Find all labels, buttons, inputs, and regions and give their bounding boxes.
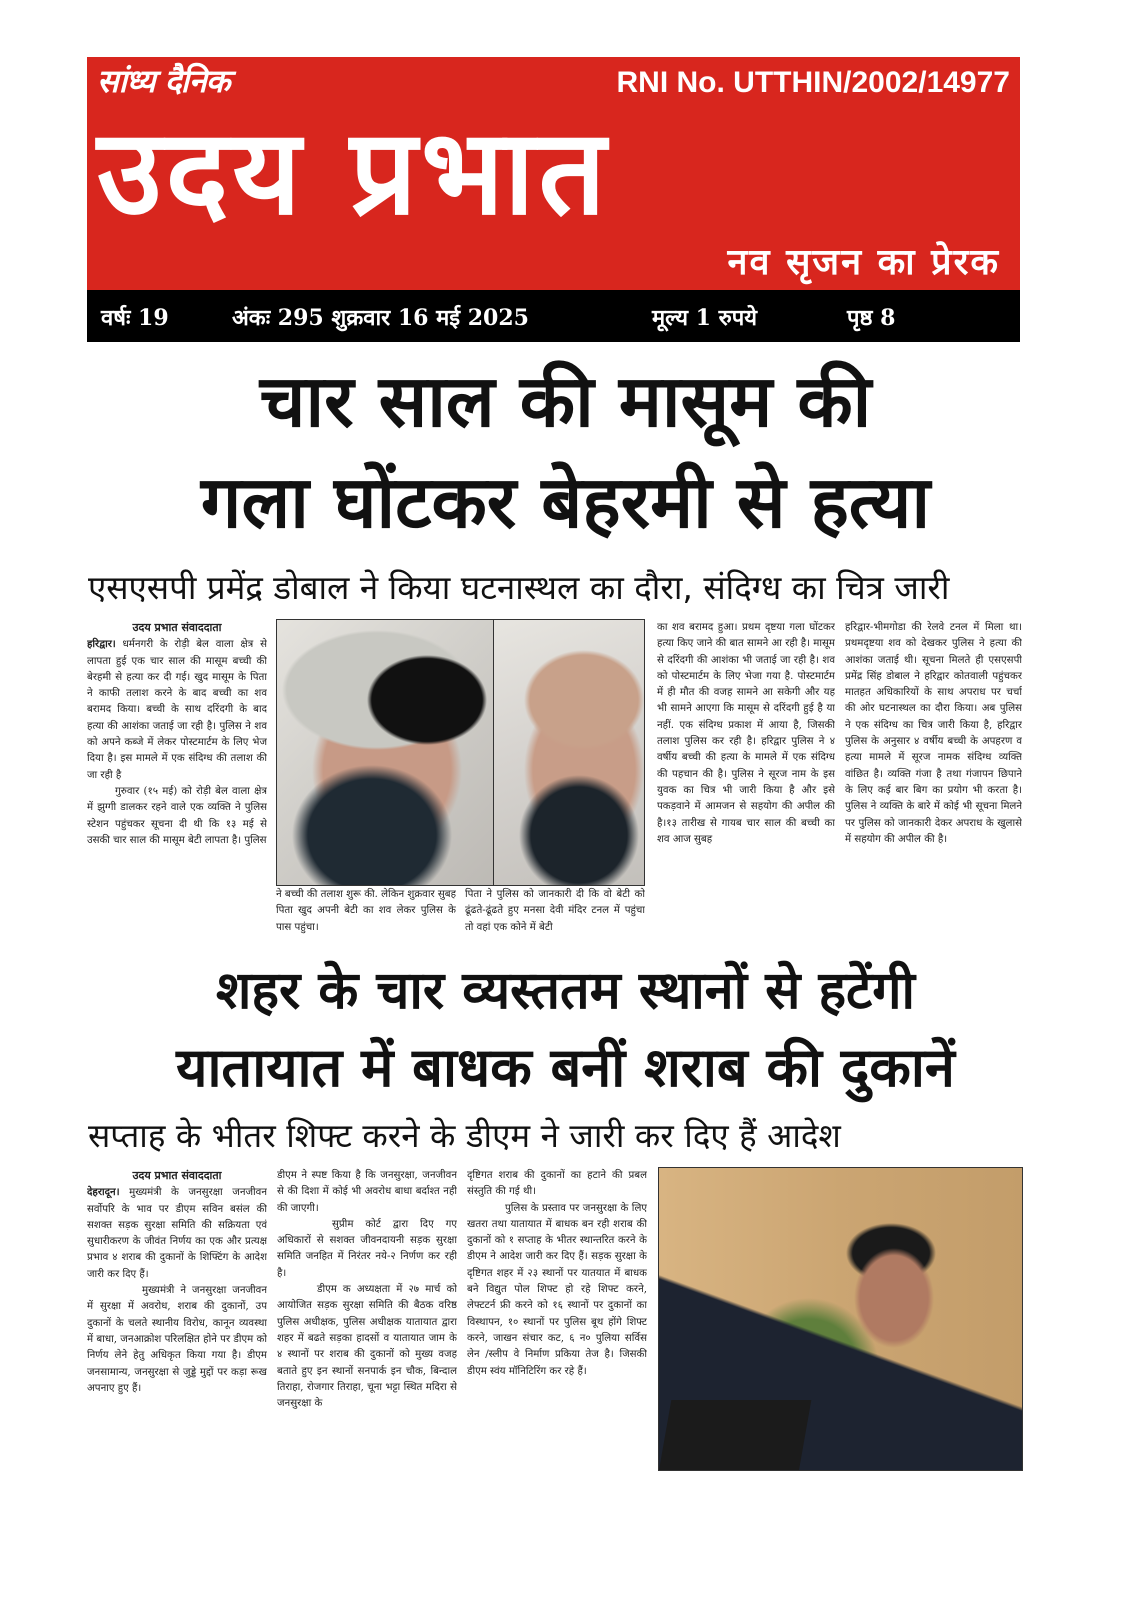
- issue-number-date: अंकः 295 शुक्रवार 16 मई 2025: [232, 305, 529, 331]
- newspaper-title: उदय प्रभात: [97, 103, 610, 241]
- story2-headline-line2: यातायात में बाधक बनीं शराब की दुकानें: [176, 1036, 955, 1099]
- story2-col3-para2: पुलिस के प्रस्ताव पर जनसुरक्षा के लिए खतरा तथा यातायात में बाधक बन रही शराब की दुकानों को १ सप्ताह के भीतर स्थान्तरित करने के डीएम ने आदेश जारी कर दिए हैं। सड़क सुरक्षा के दृष्टिगत शहर में २३ स्थानों पर यातयात में बाधक बने विद्युत पोल शिफ्ट हो रहे शिफ्ट करने, लेफ्टटर्न फ्री करने को १६ स्थानों पर दुकानों का विस्थापन, १० स्थानों पर पुलिस बूथ होंगे शिफ्ट करने, जाखन संचार कट, ६ न० पुलिया सर्विस लेन /स्लीप वे निर्माण प्रकिया तेज है। जिसकी डीएम स्वंय मॉनिटिरिंग कर रहे हैं।: [467, 1202, 647, 1377]
- story2-column-3: [467, 1168, 647, 1473]
- masthead-tagline: नव सृजन का प्रेरक: [727, 242, 1000, 283]
- story1-column-4: [657, 620, 835, 940]
- dm-meeting-photo: [658, 1167, 1023, 1471]
- suspect-photo-with-cap: [276, 619, 494, 886]
- story2-headline-line1: शहर के चार व्यस्ततम स्थानों से हटेंगी: [215, 961, 916, 1021]
- story2-col2-para1: डीएम ने स्पष्ट किया है कि जनसुरक्षा, जनजीवन से की दिशा में कोई भी अवरोध बाधा बर्दाश्त नही की जाएगी।: [277, 1170, 457, 1214]
- story1-headline-line2: गला घोंटकर बेहरमी से हत्या: [200, 460, 931, 544]
- story2-col2-para2: सुप्रीम कोर्ट द्वारा दिए गए अधिकारों से सशक्त जीवनदायनी सड़क सुरक्षा समिति जनहित में निरंतर नये-२ निर्णण कर रही है।: [277, 1218, 457, 1279]
- story1-col2-text: ने बच्ची की तलाश शुरू की. लेकिन शुक्रवार सुबह पिता खुद अपनी बेटी का शव लेकर पुलिस के पास पहुंचा।: [276, 889, 456, 933]
- story1-column-5: [845, 620, 1022, 940]
- story1-col1-para2: गुरुवार (१५ मई) को रोड़ी बेल वाला क्षेत्र में झुग्गी डालकर रहने वाले एक व्यक्ति ने पुलिस स्टेशन पहुंचकर सूचना दी थी कि १३ मई से उसकी चार साल की मासूम बेटी लापता है। पुलिस: [87, 785, 267, 846]
- story1-col4-text: का शव बरामद हुआ। प्रथम दृष्टया गला घोंटकर हत्या किए जाने की बात सामने आ रही है। मासूम से दरिंदगी की आशंका भी जताई जा रही है। शव को पोस्टमार्टम के लिए भेजा गया है. पोस्टमार्टम में ही मौत की वजह सामने आ सकेगी और यह भी सामने आएगा कि मासूम से दरिंदगी हुई है या नहीं. एक संदिग्ध प्रकाश में आया है, जिसकी तलाश पुलिस कर रही है। हरिद्वार पुलिस ने ४ वर्षीय बच्ची की हत्या के मामले में एक संदिग्ध की पहचान की है। पुलिस ने सूरज नाम के इस युवक का चित्र भी जारी किया है और इसे पकड़वाने में आमजन से सहयोग की अपील की है।१३ तारीख से गायब चार साल की बच्ची का शव आज सुबह: [657, 622, 835, 845]
- story1-col1-para1: धर्मनगरी के रोड़ी बेल वाला क्षेत्र से लापता हुई एक चार साल की मासूम बच्ची की बेरहमी से हत्या कर दी गई। खुद मासूम के पिता ने काफी तलाश करने के बाद बच्ची का शव बरामद किया। बच्ची के साथ दरिंदगी के बाद हत्या की आशंका जताई जा रही है। पुलिस ने शव को अपने कब्जे में लेकर पोस्टमार्टम के लिए भेज दिया है। इस मामले में एक संदिग्ध की तलाश की जा रही है: [87, 639, 267, 781]
- story2-subheadline: सप्ताह के भीतर शिफ्ट करने के डीएम ने जारी कर दिए हैं आदेश: [88, 1116, 841, 1155]
- issue-price: मूल्य 1 रुपये: [652, 305, 758, 331]
- story1-headline-line1: चार साल की मासूम की: [259, 359, 872, 443]
- story1-col3-text: पिता ने पुलिस को जानकारी दी कि वो बेटी को ढूंढते-ढूंढते हुए मनसा देवी मंदिर टनल में पहुंचा तो वहां एक कोने में बेटी: [465, 889, 645, 933]
- story2-byline: उदय प्रभात संवाददाता: [132, 1169, 222, 1182]
- story2-dateline: देहरादून।: [87, 1186, 120, 1199]
- masthead-subtitle: सांध्य दैनिक: [97, 62, 230, 100]
- issue-year: वर्षः 19: [101, 305, 169, 331]
- rni-number: RNI No. UTTHIN/2002/14977: [616, 66, 1010, 99]
- story1-dateline: हरिद्वार।: [87, 638, 116, 651]
- page-number: पृष्ठ 8: [847, 305, 896, 331]
- story2-column-1: [87, 1168, 267, 1473]
- story2-col1-para2: मुख्यमंत्री ने जनसुरक्षा जनजीवन में सुरक्षा में अवरोध, शराब की दुकानों, उप दुकानों के चलते स्थानीय विरोध, कानून व्यवस्था में बाधा, जनआक्रोश परिलक्षित होने पर डीएम को निर्णय लेने हेतु अधिकृत किया गया है। डीएम जनसामान्य, जनसुरक्षा से जुड्डे मुद्दों पर कड़ा रूख अपनाए हुए हैं।: [87, 1285, 267, 1394]
- story2-col3-para1: दृष्टिगत शराब की दुकानों का हटाने की प्रबल संस्तुति की गई थी।: [467, 1170, 647, 1198]
- story1-column-2: [276, 887, 456, 939]
- story1-col5-text: हरिद्वार-भीमगोडा की रेलवे टनल में मिला था। प्रथमदृष्टया शव को देखकर पुलिस ने हत्या की आशंका जताई थी। सूचना मिलते ही एसएसपी प्रमेंद्र सिंह डोबाल ने हरिद्वार कोतवाली पहुंचकर मातहत अधिकारियों के साथ अपराध पर चर्चा की ओर घटनास्थल का दौरा किया। अब पुलिस ने एक संदिग्ध का चित्र जारी किया है, हरिद्वार पुलिस के अनुसार ४ वर्षीय बच्ची के अपहरण व हत्या मामले में सूरज नामक संदिग्ध व्यक्ति वांछित है। व्यक्ति गंजा है तथा गंजापन छिपाने के लिए कई बार बिग का प्रयोग भी करता है। पुलिस ने व्यक्ति के बारे में कोई भी सूचना मिलने पर पुलिस को जानकारी देकर अपराध के खुलासे में सहयोग की अपील की है।: [845, 622, 1022, 845]
- story2-col2-para3: डीएम क अध्यक्षता में २७ मार्च को आयोजित सड़क सुरक्षा समिति की बैठक वरिष्ठ पुलिस अधीक्षक, पुलिस अधीक्षक यातायात द्वारा शहर में बढते सड़का हादसों व यातायात जाम के ४ स्थानों पर शराब की दुकानों को मुख्य वजह बताते हुए इन स्थानों सनपार्क इन चौक, बिन्दाल तिराहा, रोजगार तिराहा, चूना भट्टा स्थित मदिरा से जनसुरक्षा के: [277, 1284, 457, 1410]
- issue-info-bar: [87, 290, 1020, 342]
- story1-column-3: [465, 887, 645, 939]
- story1-column-1: [87, 620, 267, 940]
- story1-byline: उदय प्रभात संवाददाता: [132, 621, 222, 634]
- story1-subheadline: एसएसपी प्रमेंद्र डोबाल ने किया घटनास्थल का दौरा, संदिग्ध का चित्र जारी: [88, 568, 950, 607]
- story2-col1-para1: मुख्यमंत्री के जनसुरक्षा जनजीवन सर्वोपरि के भाव पर डीएम सविन बसंल की सशक्त सड़क सुरक्षा समिति की सक्रियता एवं सुधारीकरण के जीवंत निर्णय का एक और प्रत्यक्ष प्रभाव ४ शराब की दुकानों के शिफ्टिंग के आदेश जारी कर दिए हैं।: [87, 1187, 267, 1280]
- story2-column-2: [277, 1168, 457, 1473]
- masthead: [87, 57, 1020, 290]
- suspect-photo-bald: [493, 619, 645, 886]
- laptop-shape: [659, 1400, 811, 1470]
